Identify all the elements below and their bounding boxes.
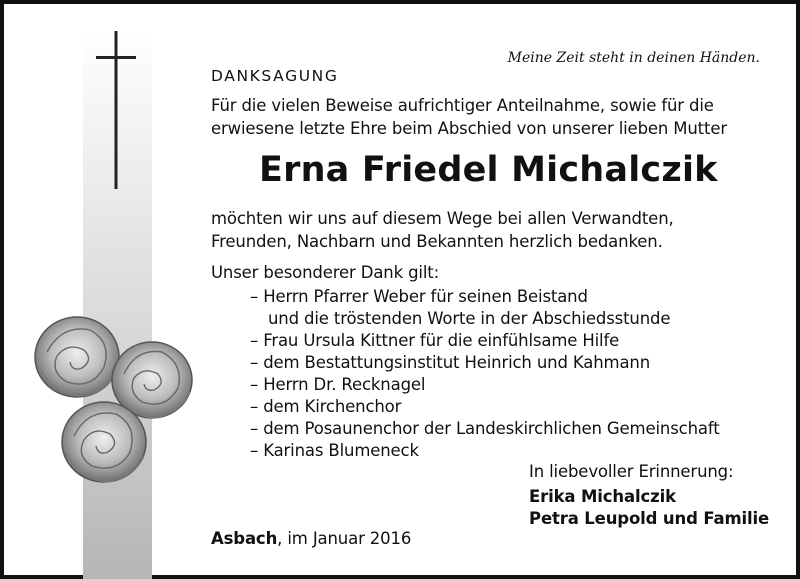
signatory: Petra Leupold und Familie [529, 509, 770, 528]
thanks-line: möchten wir uns auf diesem Wege bei allen Verwandten, [211, 209, 674, 228]
thanks-list-item: – dem Posaunenchor der Landeskirchlichen Gemeinschaft [250, 419, 720, 438]
roses-image [32, 312, 197, 512]
intro-line: Für die vielen Beweise aufrichtiger Anteilnahme, sowie für die [211, 96, 714, 115]
place: Asbach [211, 529, 278, 548]
thanks-list-item: – Frau Ursula Kittner für die einfühlsame Hilfe [250, 331, 620, 350]
rose-bottom [62, 402, 146, 482]
place-date [211, 529, 411, 548]
thanks-list-item: und die tröstenden Worte in der Abschiedsstunde [268, 309, 671, 328]
deceased-name: Erna Friedel Michalczik [259, 150, 718, 190]
rose-top-left [35, 317, 119, 397]
closing-label: In liebevoller Erinnerung: [529, 462, 734, 481]
thanks-list-item: – Herrn Pfarrer Weber für seinen Beistand [250, 287, 588, 306]
thanks-list-item: – dem Kirchenchor [250, 397, 402, 416]
date: , im Januar 2016 [277, 529, 412, 548]
cross-icon [96, 31, 136, 191]
thanks-list-item: – dem Bestattungsinstitut Heinrich und Kahmann [250, 353, 651, 372]
motto: Meine Zeit steht in deinen Händen. [507, 50, 760, 66]
special-thanks-label: Unser besonderer Dank gilt: [211, 263, 440, 282]
intro-line: erwiesene letzte Ehre beim Abschied von unserer lieben Mutter [211, 119, 727, 138]
signatory: Erika Michalczik [529, 487, 676, 506]
heading: DANKSAGUNG [211, 67, 339, 85]
thanks-line: Freunden, Nachbarn und Bekannten herzlich bedanken. [211, 232, 663, 251]
thanks-list-item: – Karinas Blumeneck [250, 441, 419, 460]
thanks-list-item: – Herrn Dr. Recknagel [250, 375, 426, 394]
